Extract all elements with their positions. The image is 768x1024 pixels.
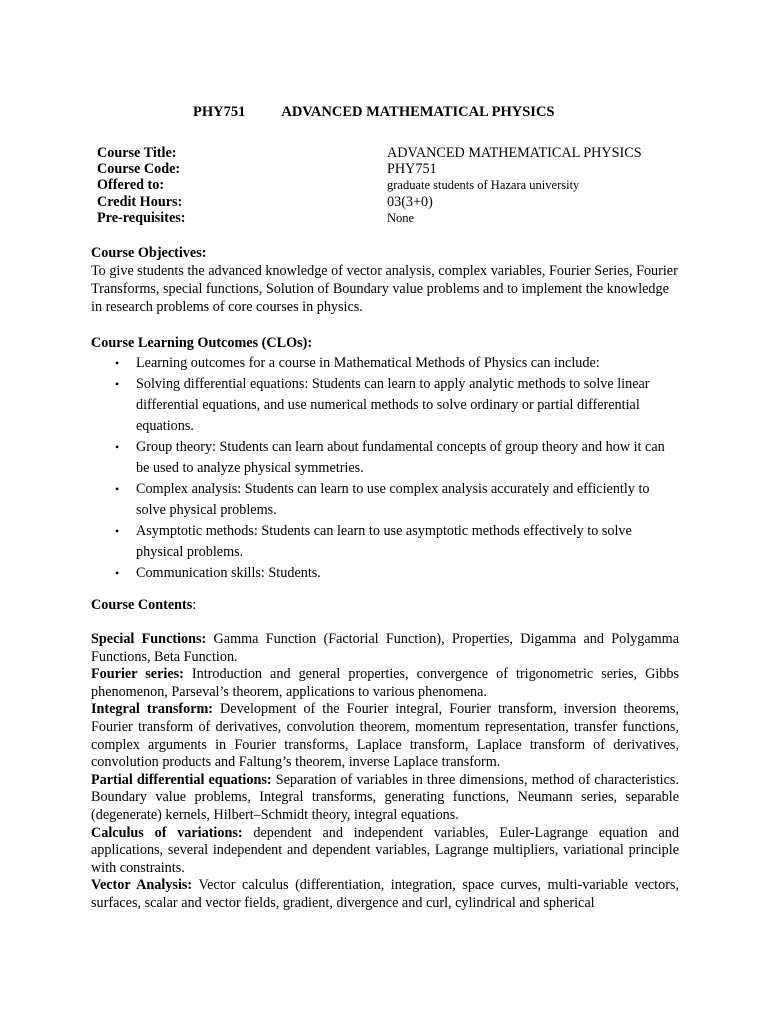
- topic-text: Separation of variables in three dimensions, method of characteristics. Boundary value problems, Integral transforms, generating functions, Neumann series, separable (degenerate) kernels, Hilbert–Schmidt theory, integral equations.: [91, 771, 679, 823]
- objectives-heading: Course Objectives:: [91, 245, 207, 261]
- page-title: [193, 104, 554, 121]
- topic-paragraph: [91, 825, 679, 878]
- topic-paragraph: [91, 877, 679, 912]
- bullet-icon: •: [115, 377, 120, 391]
- clo-item-text: Complex analysis: Students can learn to use complex analysis accurately and efficiently to solve physical problems.: [136, 481, 650, 518]
- info-row: [97, 145, 697, 161]
- info-label: Course Title:: [97, 145, 177, 161]
- list-item: [91, 563, 681, 584]
- topic-text: Vector calculus (differentiation, integration, space curves, multi-variable vectors, surfaces, scalar and vector fields, gradient, divergence and curl, cylindrical and spherical: [91, 877, 680, 911]
- clo-item-text: Solving differential equations: Students can learn to apply analytic methods to solve linear differential equations, and use numerical methods to solve ordinary or partial differential equations.: [136, 376, 650, 434]
- topic-paragraph: [91, 631, 679, 666]
- course-info-table: [97, 145, 697, 226]
- topic-paragraph: [91, 701, 679, 771]
- list-item: [91, 353, 681, 374]
- clo-item-text: Communication skills: Students.: [136, 565, 321, 581]
- list-item: [91, 437, 681, 479]
- info-value: None: [387, 210, 415, 225]
- clo-item-text: Learning outcomes for a course in Mathematical Methods of Physics can include:: [136, 355, 600, 371]
- info-value: graduate students of Hazara university: [387, 178, 580, 193]
- clo-item-text: Asymptotic methods: Students can learn to use asymptotic methods effectively to solve physical problems.: [136, 523, 632, 560]
- list-item: [91, 374, 681, 437]
- bullet-icon: •: [115, 440, 120, 454]
- topic-text: Development of the Fourier integral, Fourier transform, inversion theorems, Fourier transform of derivatives, convolution theorem, momentum representation, transfer functions, complex arguments in Fourier transforms, Laplace transform, Laplace transform of derivatives, convolution products and Faltung’s theorem, inverse Laplace transform.: [91, 701, 679, 771]
- course-objectives-section: [91, 244, 681, 316]
- bullet-icon: •: [115, 524, 120, 538]
- title-course-name: ADVANCED MATHEMATICAL PHYSICS: [281, 104, 555, 120]
- clo-item-text: Group theory: Students can learn about fundamental concepts of group theory and how it can be used to analyze physical symmetries.: [136, 439, 665, 476]
- clo-heading: Course Learning Outcomes (CLOs):: [91, 335, 313, 351]
- info-value: 03(3+0): [387, 193, 433, 210]
- info-row: [97, 177, 697, 193]
- info-label: Credit Hours:: [97, 193, 183, 210]
- info-row: [97, 210, 697, 226]
- list-item: [91, 479, 681, 521]
- topic-name: Vector Analysis:: [91, 877, 193, 894]
- info-row: [97, 194, 697, 210]
- bullet-icon: •: [115, 566, 120, 580]
- contents-heading-text: Course Contents: [91, 597, 193, 613]
- topic-name: Fourier series:: [91, 666, 184, 683]
- objectives-text: To give students the advanced knowledge of vector analysis, complex variables, Fourier Series, Fourier Transforms, special functions, Solution of Boundary value problems and to implement the knowledge in research problems of core courses in physics.: [91, 263, 678, 315]
- info-label: Pre-requisites:: [97, 209, 186, 226]
- contents-heading-colon: :: [192, 597, 197, 613]
- clo-section: [91, 334, 681, 584]
- info-value: PHY751: [387, 161, 437, 178]
- bullet-icon: •: [115, 356, 120, 370]
- info-label: Offered to:: [97, 177, 165, 194]
- bullet-icon: •: [115, 482, 120, 496]
- info-label: Course Code:: [97, 161, 181, 178]
- list-item: [91, 521, 681, 563]
- topic-name: Special Functions:: [91, 631, 207, 647]
- topic-text: Gamma Function (Factorial Function), Properties, Digamma and Polygamma Functions, Beta Function.: [91, 631, 679, 665]
- topic-text: Introduction and general properties, convergence of trigonometric series, Gibbs phenomenon, Parseval’s theorem, applications to various phenomena.: [91, 666, 679, 700]
- clo-list: [91, 353, 681, 584]
- topic-name: Integral transform:: [91, 701, 214, 718]
- course-contents-heading: [91, 596, 196, 614]
- info-value: ADVANCED MATHEMATICAL PHYSICS: [387, 145, 642, 161]
- topic-paragraph: [91, 666, 679, 701]
- topic-paragraph: [91, 772, 679, 825]
- topic-text: dependent and independent variables, Euler-Lagrange equation and applications, several independent and dependent variables, Lagrange multipliers, variational principle with constraints.: [91, 824, 679, 876]
- topic-name: Calculus of variations:: [91, 824, 243, 841]
- course-contents-section: [91, 631, 679, 913]
- title-course-code: PHY751: [193, 104, 246, 120]
- info-row: [97, 161, 697, 177]
- topic-name: Partial differential equations:: [91, 771, 272, 788]
